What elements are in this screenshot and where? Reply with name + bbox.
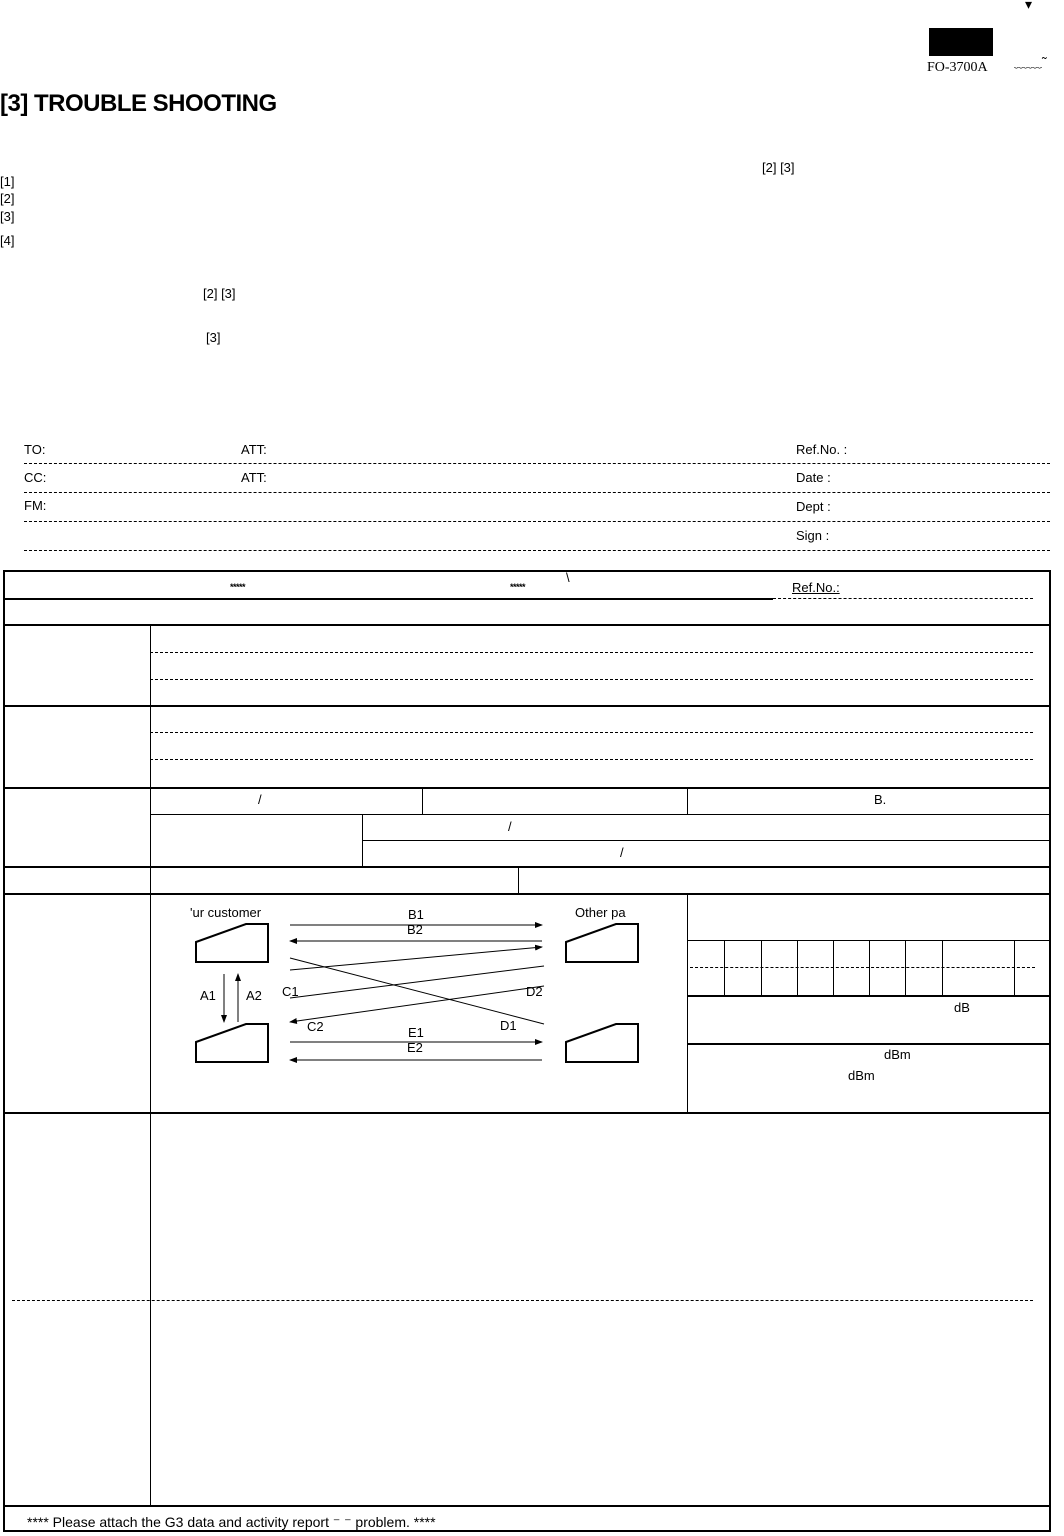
ref-section-2-3: [2] [3]: [762, 160, 795, 175]
label-a2: A2: [246, 988, 262, 1003]
section5-divider: [687, 894, 688, 1112]
label-e2: E2: [407, 1040, 423, 1055]
other-party-label: Other pa: [575, 905, 626, 920]
memo-to-label: TO:: [24, 442, 46, 457]
form-row-rule-4: [3, 866, 1051, 868]
db-unit: dB: [954, 1000, 970, 1015]
fax-machine-icon: [196, 924, 268, 962]
model-number: FO-3700A: [927, 60, 988, 75]
memo-rule-3: [24, 521, 1050, 522]
cross-line-2: [290, 947, 542, 970]
memo-refno-label: Ref.No. :: [796, 442, 848, 457]
ref-section-3: [3]: [206, 330, 221, 345]
level-grid-mid: [690, 967, 1035, 968]
corner-mark: ▾: [1025, 0, 1033, 12]
list-item-3: [3]: [0, 209, 15, 224]
memo-fm-label: FM:: [24, 498, 47, 513]
section3-slash-3: /: [620, 845, 624, 860]
list-item-4: [4]: [0, 233, 15, 248]
section1-rule-2: [150, 679, 1033, 680]
section3-db-b: B.: [874, 792, 887, 807]
label-d1: D1: [500, 1018, 517, 1033]
memo-att1-label: ATT:: [241, 442, 267, 457]
memo-date-label: Date :: [796, 470, 831, 485]
form-row-rule-1: [3, 624, 1051, 626]
memo-rule-1: [24, 463, 1050, 464]
section3-rule-2: [362, 840, 1051, 841]
memo-sign-label: Sign :: [796, 528, 830, 543]
form-header-rule: [3, 598, 773, 600]
backslash-mark: \: [566, 570, 570, 585]
list-item-1: [1]: [0, 174, 15, 189]
section4-divider: [518, 867, 519, 893]
section3-divider-1: [422, 788, 423, 814]
memo-cc-label: CC:: [24, 470, 47, 485]
section3-rule-1: [150, 814, 1051, 815]
label-c1: C1: [282, 984, 299, 999]
label-b1: B1: [408, 907, 424, 922]
form-row-rule-7: [3, 1505, 1051, 1507]
stars-left: *****: [230, 582, 246, 592]
fax-machine-icon: [566, 924, 638, 962]
stars-right: *****: [510, 582, 526, 592]
attach-note: **** Please attach the G3 data and activity report ⁻ ⁻ problem. ****: [27, 1514, 436, 1530]
fax-machine-icon: [566, 1024, 638, 1062]
label-d2: D2: [526, 984, 543, 999]
cross-line-3: [290, 966, 544, 998]
form-row-rule-2: [3, 705, 1051, 707]
dbm-unit-2: dBm: [848, 1068, 875, 1083]
level-grid-bottom: [688, 995, 1051, 997]
list-item-2: [2]: [0, 191, 15, 206]
section1-rule-1: [150, 652, 1033, 653]
memo-rule-4: [24, 550, 1050, 551]
label-b2: B2: [407, 922, 423, 937]
section2-rule-1: [150, 732, 1033, 733]
fax-machine-icon: [196, 1024, 268, 1062]
section3-divider-3: [362, 815, 363, 867]
section6-rule: [12, 1300, 1033, 1301]
label-a1: A1: [200, 988, 216, 1003]
ref-section-2-3-b: [2] [3]: [203, 286, 236, 301]
section3-slash-1: /: [258, 792, 262, 807]
level-rule-2: [688, 1043, 1051, 1045]
squiggle-mark: ﹏﹏˜: [1014, 54, 1047, 70]
memo-rule-2: [24, 492, 1050, 493]
dbm-unit-1: dBm: [884, 1047, 911, 1062]
memo-dept-label: Dept :: [796, 499, 831, 514]
label-e1: E1: [408, 1025, 424, 1040]
model-badge: [929, 28, 993, 56]
memo-att2-label: ATT:: [241, 470, 267, 485]
your-customer-label: 'ur customer: [190, 905, 262, 920]
form-refno-label: Ref.No.:: [792, 580, 840, 595]
page-title: [3] TROUBLE SHOOTING: [0, 90, 277, 117]
section3-divider-2: [687, 788, 688, 814]
form-row-rule-3: [3, 787, 1051, 789]
section2-rule-2: [150, 759, 1033, 760]
form-row-rule-6: [3, 1112, 1051, 1114]
label-c2: C2: [307, 1019, 324, 1034]
form-refno-rule: [773, 598, 1033, 599]
section3-slash-2: /: [508, 819, 512, 834]
